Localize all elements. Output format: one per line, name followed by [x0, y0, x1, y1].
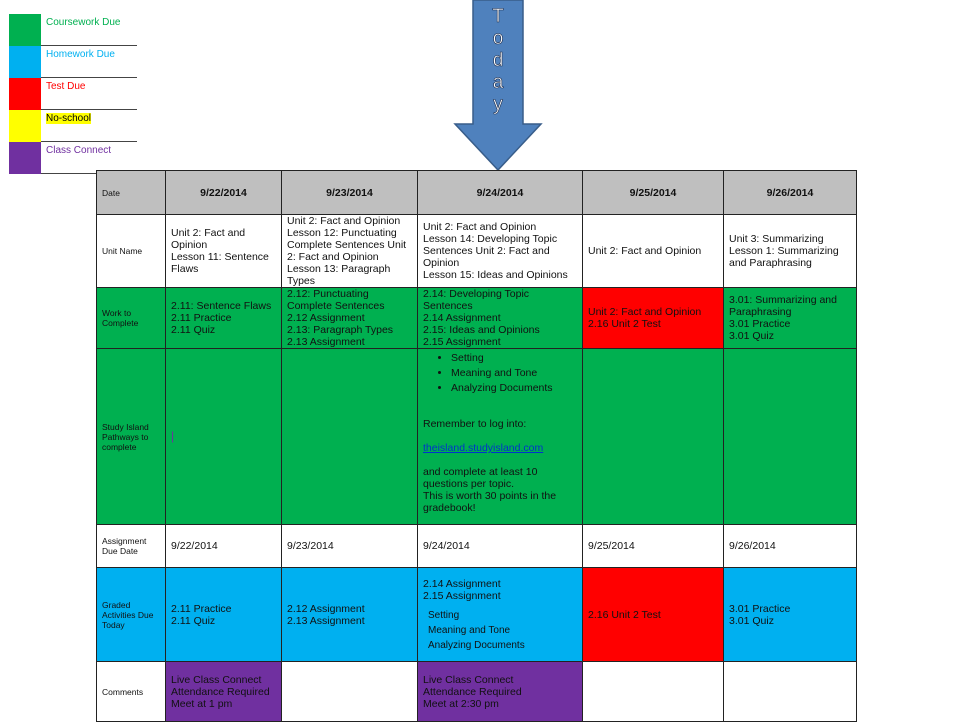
due-date-cell: 9/23/2014 [282, 525, 418, 568]
comment-cell: Live Class Connect Attendance Required Meet at 2:30 pm [418, 662, 583, 722]
comment-cell [282, 662, 418, 722]
date-cell: 9/22/2014 [166, 171, 282, 215]
date-cell: 9/26/2014 [724, 171, 857, 215]
text-cursor-mark: | [171, 429, 175, 443]
row-label-comments: Comments [97, 662, 166, 722]
legend-swatch-class-connect [9, 142, 41, 174]
row-label-date: Date [97, 171, 166, 215]
due-date-row [97, 525, 857, 568]
study-cell [166, 349, 282, 525]
today-arrow [453, 0, 543, 172]
date-row [97, 171, 857, 215]
row-label-due-date: Assignment Due Date [97, 525, 166, 568]
today-letter: a [492, 72, 504, 93]
comment-cell [724, 662, 857, 722]
comment-cell: Live Class Connect Attendance Required Meet at 1 pm [166, 662, 282, 722]
study-cell-main [418, 349, 583, 525]
study-island-link[interactable]: theisland.studyisland.com [423, 442, 544, 454]
legend-swatch-no-school [9, 110, 41, 142]
graded-assignments: 2.14 Assignment 2.15 Assignment [423, 578, 501, 602]
legend [9, 14, 137, 174]
study-note: and complete at least 10 questions per topic. This is worth 30 points in the gradebook! [423, 466, 557, 514]
graded-cell-main [418, 568, 583, 662]
study-cell [724, 349, 857, 525]
row-label-study-island: Study Island Pathways to complete [97, 349, 166, 525]
graded-topic-list [423, 608, 577, 653]
graded-cell: 2.11 Practice 2.11 Quiz [166, 568, 282, 662]
legend-item-no-school [9, 110, 137, 142]
graded-topic: Meaning and Tone [428, 625, 511, 636]
legend-label-class-connect: Class Connect [41, 142, 137, 174]
row-label-graded: Graded Activities Due Today [97, 568, 166, 662]
legend-label-homework: Homework Due [41, 46, 137, 78]
today-letter: T [492, 6, 504, 27]
unit-cell: Unit 3: Summarizing Lesson 1: Summarizing and Paraphrasing [724, 215, 857, 288]
row-label-work: Work to Complete [97, 288, 166, 349]
today-label [473, 6, 523, 116]
graded-cell: 2.16 Unit 2 Test [583, 568, 724, 662]
today-letter: d [492, 50, 504, 71]
study-cell [282, 349, 418, 525]
due-date-cell: 9/22/2014 [166, 525, 282, 568]
legend-swatch-coursework [9, 14, 41, 46]
graded-topic: Setting [428, 610, 460, 621]
unit-cell: Unit 2: Fact and Opinion Lesson 14: Developing Topic Sentences Unit 2: Fact and Opinion Lesson 15: Ideas and Opinions [418, 215, 583, 288]
study-topic: • Meaning and Tone [451, 366, 577, 381]
unit-cell: Unit 2: Fact and Opinion [583, 215, 724, 288]
legend-label-no-school-text: No-school [46, 113, 92, 124]
legend-item-test [9, 78, 137, 110]
graded-cell: 3.01 Practice 3.01 Quiz [724, 568, 857, 662]
study-topic: • Analyzing Documents [451, 381, 577, 396]
unit-cell: Unit 2: Fact and Opinion Lesson 12: Punctuating Complete Sentences Unit 2: Fact and Opinion Lesson 13: Paragraph Types [282, 215, 418, 288]
comments-row [97, 662, 857, 722]
work-cell: 2.14: Developing Topic Sentences 2.14 Assignment 2.15: Ideas and Opinions 2.15 Assignment [418, 288, 583, 349]
legend-item-class-connect [9, 142, 137, 174]
graded-topic: Analyzing Documents [428, 640, 525, 651]
work-row [97, 288, 857, 349]
study-reminder: Remember to log into: [423, 418, 527, 430]
graded-row [97, 568, 857, 662]
legend-label-coursework: Coursework Due [41, 14, 137, 46]
legend-swatch-homework [9, 46, 41, 78]
study-island-row [97, 349, 857, 525]
comment-cell [583, 662, 724, 722]
due-date-cell: 9/24/2014 [418, 525, 583, 568]
date-cell: 9/24/2014 [418, 171, 583, 215]
legend-label-no-school [41, 110, 137, 142]
study-topic: • Setting [451, 351, 577, 366]
graded-cell: 2.12 Assignment 2.13 Assignment [282, 568, 418, 662]
today-letter: y [493, 94, 503, 115]
work-cell: 3.01: Summarizing and Paraphrasing 3.01 Practice 3.01 Quiz [724, 288, 857, 349]
date-cell: 9/23/2014 [282, 171, 418, 215]
today-letter: o [492, 28, 504, 49]
legend-item-homework [9, 46, 137, 78]
legend-swatch-test [9, 78, 41, 110]
unit-cell: Unit 2: Fact and Opinion Lesson 11: Sentence Flaws [166, 215, 282, 288]
legend-label-test: Test Due [41, 78, 137, 110]
due-date-cell: 9/26/2014 [724, 525, 857, 568]
work-cell: Unit 2: Fact and Opinion 2.16 Unit 2 Test [583, 288, 724, 349]
work-cell: 2.11: Sentence Flaws 2.11 Practice 2.11 Quiz [166, 288, 282, 349]
unit-row [97, 215, 857, 288]
legend-item-coursework [9, 14, 137, 46]
date-cell: 9/25/2014 [583, 171, 724, 215]
due-date-cell: 9/25/2014 [583, 525, 724, 568]
study-cell [583, 349, 724, 525]
row-label-unit: Unit Name [97, 215, 166, 288]
weekly-schedule-table [96, 170, 857, 722]
work-cell: 2.12: Punctuating Complete Sentences 2.12 Assignment 2.13: Paragraph Types 2.13 Assignment [282, 288, 418, 349]
study-topic-list [423, 351, 577, 396]
